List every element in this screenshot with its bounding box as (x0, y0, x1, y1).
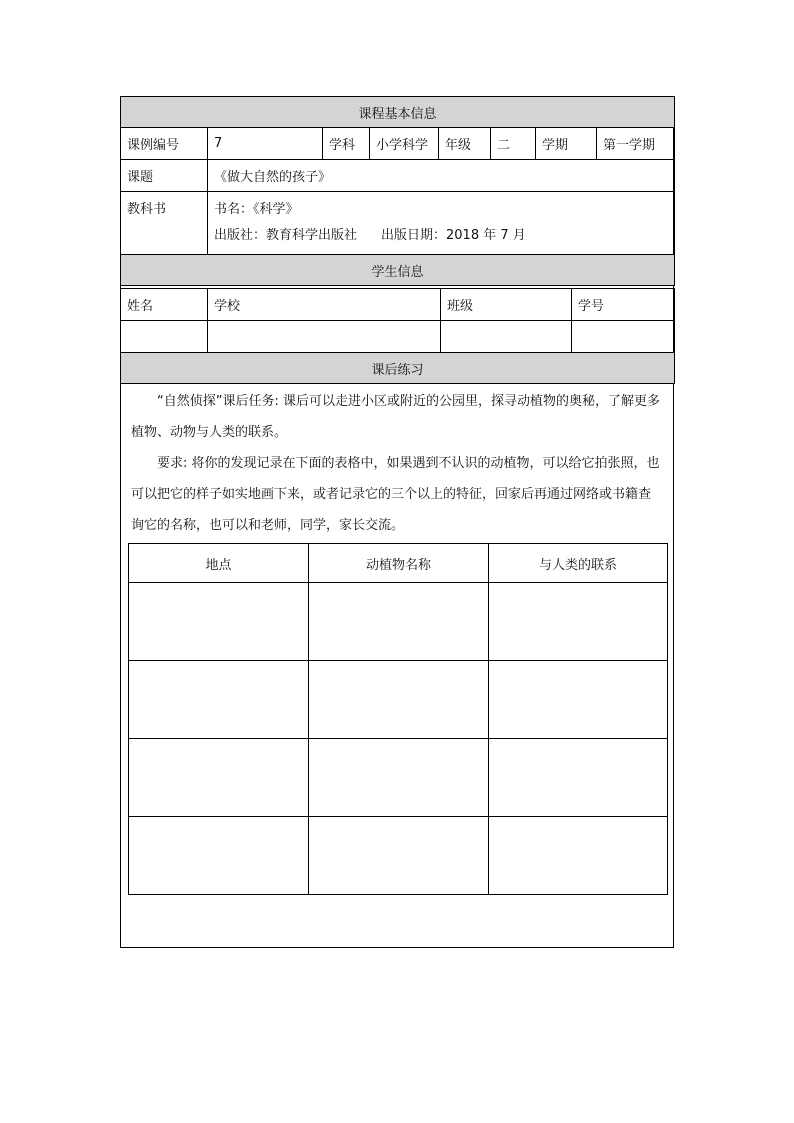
subject-value: 小学科学 (370, 128, 439, 160)
name-label: 姓名 (121, 289, 208, 321)
publisher: 出版社：教育科学出版社 (214, 228, 358, 243)
header-species-name: 动植物名称 (309, 544, 489, 583)
textbook-info (208, 192, 675, 255)
grade-value: 二 (491, 128, 536, 160)
book-name: 书名：《科学》 (214, 202, 299, 217)
record-table (128, 543, 668, 895)
location-cell[interactable] (129, 583, 309, 661)
section-student-info: 学生信息 (121, 255, 675, 286)
textbook-label: 教科书 (121, 192, 208, 255)
publication-date: 出版日期：2018 年 7 月 (381, 228, 526, 243)
student-table (120, 288, 675, 384)
relation-cell[interactable] (489, 739, 668, 817)
topic-label: 课题 (121, 160, 208, 192)
table-row (129, 661, 668, 739)
subject-label: 学科 (323, 128, 370, 160)
case-number-value: 7 (208, 128, 323, 160)
header-human-relation: 与人类的联系 (489, 544, 668, 583)
table-row (129, 817, 668, 895)
lesson-sheet (120, 96, 674, 948)
practice-area (121, 386, 673, 573)
term-value: 第一学期 (597, 128, 675, 160)
section-basic-info: 课程基本信息 (121, 97, 675, 128)
name-field[interactable] (121, 321, 208, 353)
species-cell[interactable] (309, 583, 489, 661)
class-label: 班级 (441, 289, 572, 321)
student-id-label: 学号 (572, 289, 675, 321)
location-cell[interactable] (129, 661, 309, 739)
species-cell[interactable] (309, 817, 489, 895)
section-practice: 课后练习 (121, 353, 675, 384)
case-number-label: 课例编号 (121, 128, 208, 160)
table-row (129, 739, 668, 817)
class-field[interactable] (441, 321, 572, 353)
location-cell[interactable] (129, 817, 309, 895)
location-cell[interactable] (129, 739, 309, 817)
table-row (129, 583, 668, 661)
student-id-field[interactable] (572, 321, 675, 353)
species-cell[interactable] (309, 661, 489, 739)
species-cell[interactable] (309, 739, 489, 817)
topic-value: 《做大自然的孩子》 (208, 160, 675, 192)
requirement-text: 要求: 将你的发现记录在下面的表格中，如果遇到不认识的动植物，可以给它拍张照，也可以把它的样子如实地画下来，或者记录它的三个以上的特征，回家后再通过网络或书籍查询它的名称，也可以和老师，同学，家长交流。 (131, 456, 660, 533)
relation-cell[interactable] (489, 583, 668, 661)
school-field[interactable] (208, 321, 441, 353)
header-location: 地点 (129, 544, 309, 583)
school-label: 学校 (208, 289, 441, 321)
info-table (120, 96, 675, 286)
relation-cell[interactable] (489, 817, 668, 895)
term-label: 学期 (536, 128, 597, 160)
task-text: “自然侦探”课后任务: 课后可以走进小区或附近的公园里，探寻动植物的奥秘，了解更多植物、动物与人类的联系。 (131, 394, 660, 440)
relation-cell[interactable] (489, 661, 668, 739)
grade-label: 年级 (439, 128, 491, 160)
book-publisher-line (214, 223, 668, 249)
